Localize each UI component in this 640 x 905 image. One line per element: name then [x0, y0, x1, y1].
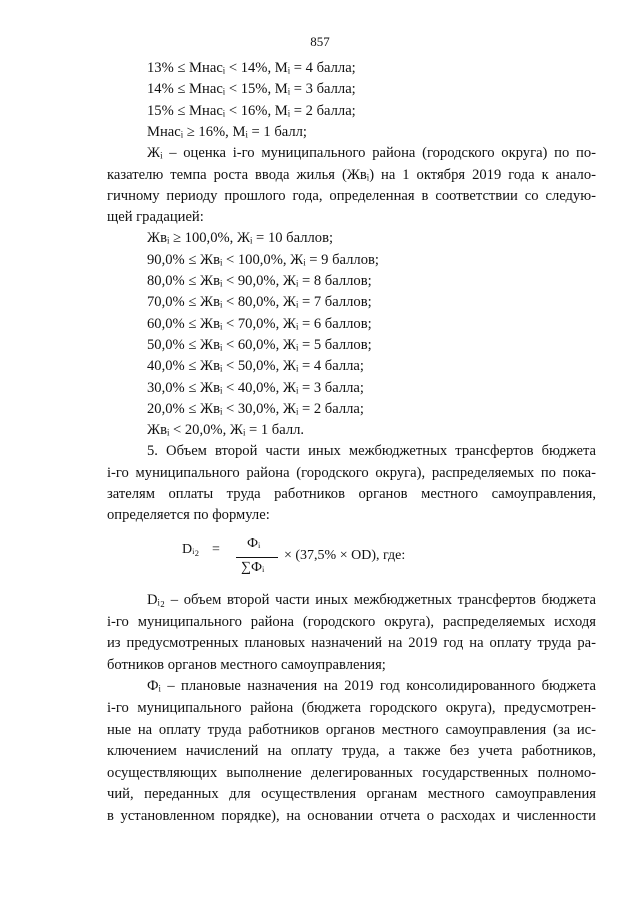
text-line: Dᵢ₂ – объем второй части иных межбюджетных трансфертов бюджета: [147, 592, 596, 608]
text-line: i-го муниципального района (городского округа), распределяемых исходя: [107, 613, 596, 630]
text-line: 30,0% ≤ Жвᵢ < 40,0%, Жᵢ = 3 балла;: [147, 379, 364, 396]
page-number: 857: [310, 34, 330, 49]
text-line: из предусмотренных плановых назначений на 2019 год на оплату труда ра-: [107, 635, 596, 652]
text-line: гичному периоду прошлого года, определенная в соответствии со следую-: [107, 187, 596, 204]
text-line: Жвᵢ < 20,0%, Жᵢ = 1 балл.: [147, 422, 305, 439]
text-line: в установленном порядке), на основании отчета о расходах и численности: [107, 808, 596, 824]
text-line: 20,0% ≤ Жвᵢ < 30,0%, Жᵢ = 2 балла;: [147, 400, 364, 417]
text-line: 60,0% ≤ Жвᵢ < 70,0%, Жᵢ = 6 баллов;: [147, 315, 372, 332]
text-line: 5. Объем второй части иных межбюджетных трансфертов бюджета: [147, 443, 596, 460]
formula-numerator: Фᵢ: [247, 536, 261, 551]
text-line: 40,0% ≤ Жвᵢ < 50,0%, Жᵢ = 4 балла;: [147, 358, 364, 375]
formula-rest: × (37,5% × OD), где:: [284, 548, 406, 563]
text-line: 90,0% ≤ Жвᵢ < 100,0%, Жᵢ = 9 баллов;: [147, 251, 379, 268]
fraction-bar: [236, 557, 278, 558]
formula-equals: =: [212, 542, 220, 557]
formula-lhs: Dᵢ₂: [182, 542, 200, 557]
text-line: ные на оплату труда работников органов местного самоуправления (за ис-: [107, 721, 596, 738]
text-line: зателям оплаты труда работников органов местного самоуправления,: [107, 486, 596, 502]
text-line: ботников органов местного самоуправления;: [107, 656, 386, 673]
text-line: осуществляющих выполнение делегированных государственных полномо-: [107, 764, 596, 781]
text-line: 15% ≤ Мнасᵢ < 16%, Мᵢ = 2 балла;: [147, 102, 356, 119]
text-line: определяется по формуле:: [107, 507, 270, 524]
text-line: Жвᵢ ≥ 100,0%, Жᵢ = 10 баллов;: [147, 230, 334, 247]
text-line: 70,0% ≤ Жвᵢ < 80,0%, Жᵢ = 7 баллов;: [147, 294, 372, 311]
text-line: i-го муниципального района (городского округа), распределяемых по пока-: [107, 464, 596, 481]
text-line: щей градацией:: [107, 209, 204, 226]
text-line: 13% ≤ Мнасᵢ < 14%, Мᵢ = 4 балла;: [147, 60, 356, 76]
text-line: Мнасᵢ ≥ 16%, Мᵢ = 1 балл;: [147, 123, 307, 140]
text-line: казателю темпа роста ввода жилья (Жвᵢ) на 1 октября 2019 года к анало-: [107, 166, 596, 183]
text-line: 80,0% ≤ Жвᵢ < 90,0%, Жᵢ = 8 баллов;: [147, 273, 372, 289]
text-line: i-го муниципального района (бюджета городского округа), предусмотрен-: [107, 700, 596, 716]
text-line: ключением начислений на оплату труда, а также без учета работников,: [107, 743, 596, 760]
text-line: чий, переданных для осуществления органам местного самоуправления: [107, 786, 596, 803]
text-line: 14% ≤ Мнасᵢ < 15%, Мᵢ = 3 балла;: [147, 81, 356, 98]
text-line: Жᵢ – оценка i-го муниципального района (городского округа) по по-: [147, 145, 596, 162]
text-line: Фᵢ – плановые назначения на 2019 год консолидированного бюджета: [147, 678, 596, 695]
formula: [0, 534, 640, 594]
text-line: 50,0% ≤ Жвᵢ < 60,0%, Жᵢ = 5 баллов;: [147, 336, 372, 353]
formula-denominator: ∑Фᵢ: [241, 560, 265, 575]
